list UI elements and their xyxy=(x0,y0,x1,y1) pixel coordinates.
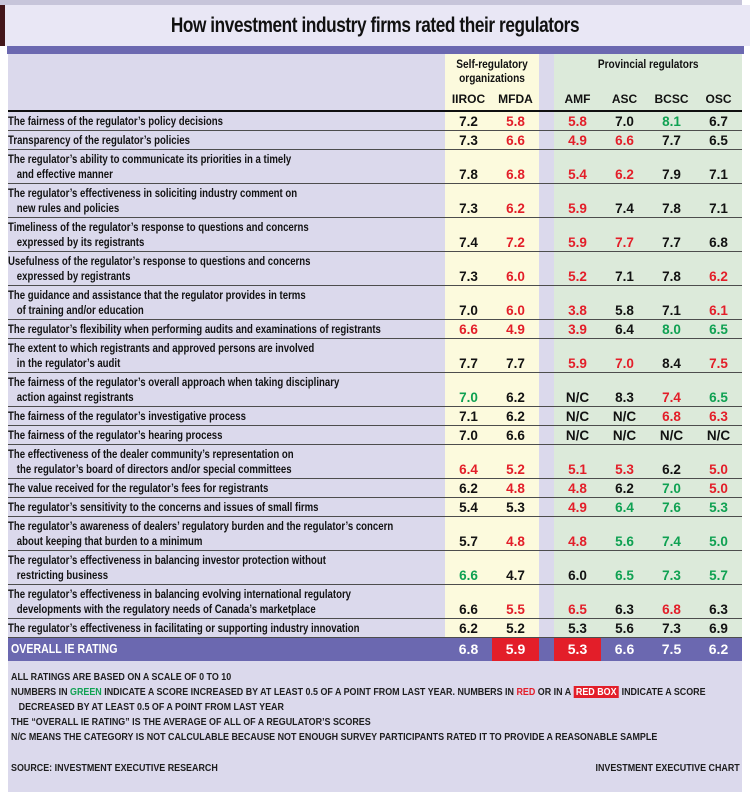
rating-cell: 6.2 xyxy=(615,481,634,496)
rating-cell: 4.8 xyxy=(506,534,525,549)
footnote-text: INDICATE A SCORE xyxy=(619,686,706,698)
row-label-line: The regulator’s effectiveness in soliciting industry comment on xyxy=(8,186,298,200)
table-row xyxy=(8,550,742,584)
rating-cell: 7.3 xyxy=(662,621,681,636)
rating-cell: N/C xyxy=(612,409,637,424)
overall-rating-label: OVERALL IE RATING xyxy=(11,642,118,656)
rating-cell: 6.1 xyxy=(709,303,728,318)
row-label xyxy=(8,500,445,515)
table-row xyxy=(8,285,742,319)
rating-cell: 3.8 xyxy=(568,303,587,318)
rating-cell: 4.9 xyxy=(568,133,587,148)
table-row xyxy=(8,149,742,183)
rating-cell: 4.8 xyxy=(506,481,525,496)
rating-cell: 5.8 xyxy=(568,114,587,129)
table-row xyxy=(8,618,742,637)
rating-cell: 7.1 xyxy=(459,409,478,424)
footnote xyxy=(11,670,632,685)
rating-cell: 7.0 xyxy=(615,356,634,371)
rating-cell: 6.3 xyxy=(709,409,728,424)
rating-cell: 5.3 xyxy=(506,500,525,515)
footnote xyxy=(11,685,706,700)
row-label-line: The regulator’s effectiveness in balancing investor protection without xyxy=(8,553,326,567)
rating-cell: 7.0 xyxy=(459,390,478,405)
rating-cell: 5.7 xyxy=(709,568,728,583)
row-label-line: new rules and policies xyxy=(16,201,120,215)
row-label-line: The regulator’s effectiveness in balancing evolving international regulatory xyxy=(8,587,352,601)
rating-cell: 7.7 xyxy=(662,235,681,250)
rating-cell: 6.5 xyxy=(709,133,728,148)
row-label-line: The extent to which registrants and approved persons are involved xyxy=(8,341,315,355)
rating-cell: 5.5 xyxy=(506,602,525,617)
row-label-line: in the regulator’s audit xyxy=(16,356,121,370)
column-header-osc: OSC xyxy=(705,92,732,106)
row-label-line: The value received for the regulator’s fees for registrants xyxy=(8,481,269,495)
overall-rating-row xyxy=(8,637,742,661)
rating-cell: 7.4 xyxy=(459,235,478,250)
row-label-line: restricting business xyxy=(16,568,109,582)
rating-cell: 7.8 xyxy=(459,167,478,182)
rating-cell: 4.8 xyxy=(568,534,587,549)
rating-cell: 7.8 xyxy=(662,269,681,284)
rating-cell: 6.3 xyxy=(615,602,634,617)
row-label-line: Usefulness of the regulator’s response to questions and concerns xyxy=(8,254,311,268)
rating-cell: 7.4 xyxy=(615,201,634,216)
rating-cell: 5.0 xyxy=(709,534,728,549)
overall-rating-cell: 6.6 xyxy=(614,641,635,657)
rating-cell: 5.0 xyxy=(709,481,728,496)
rating-cell: 6.6 xyxy=(506,133,525,148)
source-credit: SOURCE: INVESTMENT EXECUTIVE RESEARCH xyxy=(11,762,218,774)
rating-cell: 7.6 xyxy=(662,500,681,515)
row-label-line: and effective manner xyxy=(16,167,113,181)
rating-cell: 7.8 xyxy=(662,201,681,216)
row-label xyxy=(8,341,445,371)
row-label-line: Transparency of the regulator’s policies xyxy=(8,133,190,147)
row-label xyxy=(8,481,445,496)
rating-cell: 7.3 xyxy=(459,133,478,148)
overall-rating-cell: 6.8 xyxy=(458,641,479,657)
rating-cell: 5.8 xyxy=(506,114,525,129)
row-label-line: The fairness of the regulator’s overall approach when taking disciplinary xyxy=(8,375,340,389)
rating-cell: 5.0 xyxy=(709,462,728,477)
row-label xyxy=(8,553,445,583)
left-clip-mark xyxy=(0,5,5,46)
rating-cell: 6.2 xyxy=(459,621,478,636)
row-label-line: expressed by its registrants xyxy=(16,235,145,249)
row-label-header-spacer xyxy=(8,92,445,107)
rating-cell: 6.5 xyxy=(615,568,634,583)
group-header-provincial: Provincial regulators xyxy=(597,59,699,71)
rating-cell: 6.8 xyxy=(506,167,525,182)
rating-cell: 7.4 xyxy=(662,390,681,405)
footnote-red-label: RED xyxy=(516,686,536,698)
rating-cell: 6.8 xyxy=(662,602,681,617)
rating-cell: 4.9 xyxy=(568,500,587,515)
footnote-green-label: GREEN xyxy=(70,686,102,698)
table-row xyxy=(8,516,742,550)
rating-cell: 7.0 xyxy=(459,428,478,443)
rating-cell: 6.8 xyxy=(709,235,728,250)
row-label-line: The effectiveness of the dealer community’s representation on xyxy=(8,447,294,461)
column-header-amf: AMF xyxy=(564,92,591,106)
row-label-line: of training and/or education xyxy=(16,303,144,317)
rating-cell: 8.0 xyxy=(662,322,681,337)
footnote-red-box-label: RED BOX xyxy=(573,686,619,698)
rating-cell: 7.2 xyxy=(459,114,478,129)
rating-cell: 5.3 xyxy=(709,500,728,515)
rating-cell: 5.3 xyxy=(568,621,587,636)
footnote xyxy=(11,730,658,745)
rating-cell: 5.8 xyxy=(615,303,634,318)
rating-cell: 5.3 xyxy=(615,462,634,477)
source-row xyxy=(8,745,742,775)
rating-cell: 6.5 xyxy=(709,390,728,405)
rating-cell: 8.3 xyxy=(615,390,634,405)
chart-panel xyxy=(8,54,742,792)
rating-cell: 6.4 xyxy=(615,500,634,515)
row-label-line: The regulator’s ability to communicate its priorities in a timely xyxy=(8,152,292,166)
rating-cell: N/C xyxy=(612,428,637,443)
row-label xyxy=(8,428,445,443)
row-label xyxy=(8,587,445,617)
rating-cell: 6.3 xyxy=(709,602,728,617)
footnote-text: THE “OVERALL IE RATING” IS THE AVERAGE OF ALL OF A REGULATOR’S SCORES xyxy=(11,716,371,728)
column-group-header-row xyxy=(8,54,742,92)
table-row xyxy=(8,112,742,130)
row-label xyxy=(8,288,445,318)
row-label-line: action against registrants xyxy=(16,390,134,404)
footnotes xyxy=(8,661,742,745)
rating-cell: 4.8 xyxy=(568,481,587,496)
rating-cell: 8.4 xyxy=(662,356,681,371)
rating-cell: 6.0 xyxy=(568,568,587,583)
rating-cell: 6.0 xyxy=(506,303,525,318)
rating-cell: 7.1 xyxy=(709,167,728,182)
rating-cell: 6.2 xyxy=(709,269,728,284)
rating-cell: 7.0 xyxy=(662,481,681,496)
footnote-text: NUMBERS IN xyxy=(11,686,71,698)
rating-cell: 7.1 xyxy=(709,201,728,216)
footnote-text: N/C MEANS THE CATEGORY IS NOT CALCULABLE BECAUSE NOT ENOUGH SURVEY PARTICIPANTS RATED IT TO PROVIDE A REASONABLE SAMPLE xyxy=(11,731,658,743)
rating-cell: 6.7 xyxy=(709,114,728,129)
row-label-line: The guidance and assistance that the regulator provides in terms xyxy=(8,288,306,302)
rating-cell: N/C xyxy=(659,428,684,443)
column-gap xyxy=(539,638,554,661)
rating-cell: 6.4 xyxy=(459,462,478,477)
overall-rating-cell: 6.2 xyxy=(708,641,729,657)
row-label xyxy=(8,447,445,477)
rating-cell: 6.4 xyxy=(615,322,634,337)
rating-cell: 6.2 xyxy=(615,167,634,182)
page-title: How investment industry firms rated their regulators xyxy=(170,14,580,37)
table-row xyxy=(8,338,742,372)
column-gap xyxy=(539,92,554,107)
rating-cell: 7.0 xyxy=(615,114,634,129)
rating-cell: 4.7 xyxy=(506,568,525,583)
table-row xyxy=(8,130,742,149)
rating-cell: 6.6 xyxy=(459,602,478,617)
rating-cell: 7.2 xyxy=(506,235,525,250)
row-label xyxy=(8,186,445,216)
rating-cell: 6.2 xyxy=(506,390,525,405)
table-row xyxy=(8,217,742,251)
rating-cell: 7.5 xyxy=(709,356,728,371)
rating-cell: 6.5 xyxy=(709,322,728,337)
rating-cell: 5.9 xyxy=(568,356,587,371)
rating-cell: 7.7 xyxy=(506,356,525,371)
column-header-bcsc: BCSC xyxy=(654,92,689,106)
table-row xyxy=(8,372,742,406)
rating-cell: 7.7 xyxy=(662,133,681,148)
table-row xyxy=(8,319,742,338)
overall-rating-cell: 7.5 xyxy=(661,641,682,657)
chart-credit: INVESTMENT EXECUTIVE CHART xyxy=(595,762,740,774)
rating-cell: 8.1 xyxy=(662,114,681,129)
rating-cell: 3.9 xyxy=(568,322,587,337)
footnote-text: DECREASED BY AT LEAST 0.5 OF A POINT FROM LAST YEAR xyxy=(18,701,284,713)
rating-cell: 5.7 xyxy=(459,534,478,549)
rating-cell: 6.6 xyxy=(506,428,525,443)
row-label xyxy=(8,621,445,636)
rating-cell: 7.7 xyxy=(459,356,478,371)
rating-cell: N/C xyxy=(565,428,590,443)
rating-cell: 6.2 xyxy=(506,201,525,216)
rating-cell: 6.0 xyxy=(506,269,525,284)
rating-cell: N/C xyxy=(565,409,590,424)
row-label-line: The fairness of the regulator’s hearing process xyxy=(8,428,223,442)
rating-cell: 6.6 xyxy=(615,133,634,148)
row-label xyxy=(8,322,445,337)
overall-rating-cell: 5.3 xyxy=(554,638,601,661)
overall-rating-cell: 5.9 xyxy=(492,638,539,661)
rating-cell: 5.1 xyxy=(568,462,587,477)
row-label-line: The regulator’s awareness of dealers’ regulatory burden and the regulator’s concern xyxy=(8,519,394,533)
rating-cell: 5.4 xyxy=(568,167,587,182)
purple-divider-bar xyxy=(7,46,744,54)
row-label xyxy=(8,254,445,284)
table-row xyxy=(8,584,742,618)
rating-cell: N/C xyxy=(706,428,731,443)
row-label xyxy=(8,114,445,129)
rating-cell: 7.1 xyxy=(662,303,681,318)
table-body xyxy=(8,112,742,637)
rating-cell: 6.6 xyxy=(459,568,478,583)
rating-cell: 6.2 xyxy=(662,462,681,477)
row-label xyxy=(8,519,445,549)
row-label-line: The regulator’s sensitivity to the concerns and issues of small firms xyxy=(8,500,319,514)
row-label-line: the regulator’s board of directors and/or special committees xyxy=(16,462,292,476)
rating-cell: 5.9 xyxy=(568,235,587,250)
row-label-line: developments with the regulatory needs of Canada’s marketplace xyxy=(16,602,316,616)
row-label-line: The fairness of the regulator’s policy decisions xyxy=(8,114,223,128)
rating-cell: 7.1 xyxy=(615,269,634,284)
row-label-line: Timeliness of the regulator’s response to questions and concerns xyxy=(8,220,309,234)
rating-cell: 6.2 xyxy=(506,409,525,424)
table-row xyxy=(8,444,742,478)
footnote-text: OR IN A xyxy=(535,686,574,698)
rating-cell: 6.8 xyxy=(662,409,681,424)
column-header-mfda: MFDA xyxy=(498,92,533,106)
row-label xyxy=(8,409,445,424)
rating-cell: 6.9 xyxy=(709,621,728,636)
table-row xyxy=(8,183,742,217)
rating-cell: 6.2 xyxy=(459,481,478,496)
row-label-line: The regulator’s effectiveness in facilitating or supporting industry innovation xyxy=(8,621,360,635)
rating-cell: 6.5 xyxy=(568,602,587,617)
column-header-iiroc: IIROC xyxy=(451,92,486,106)
table-row xyxy=(8,406,742,425)
rating-cell: 5.6 xyxy=(615,621,634,636)
rating-cell: 5.6 xyxy=(615,534,634,549)
rating-cell: 5.4 xyxy=(459,500,478,515)
row-label-line: The regulator’s flexibility when performing audits and examinations of registrants xyxy=(8,322,381,336)
rating-cell: N/C xyxy=(565,390,590,405)
rating-cell: 7.3 xyxy=(459,269,478,284)
rating-cell: 5.9 xyxy=(568,201,587,216)
rating-cell: 5.2 xyxy=(506,621,525,636)
row-label xyxy=(8,133,445,148)
rating-cell: 7.9 xyxy=(662,167,681,182)
table-row xyxy=(8,478,742,497)
title-bar xyxy=(0,5,750,46)
column-header-row xyxy=(8,92,742,112)
row-label xyxy=(8,152,445,182)
footnote-text: INDICATE A SCORE INCREASED BY AT LEAST 0.5 OF A POINT FROM LAST YEAR. NUMBERS IN xyxy=(101,686,517,698)
rating-cell: 4.9 xyxy=(506,322,525,337)
rating-cell: 5.2 xyxy=(568,269,587,284)
table-row xyxy=(8,425,742,444)
footnote xyxy=(11,700,632,715)
rating-cell: 7.7 xyxy=(615,235,634,250)
row-label-line: The fairness of the regulator’s investigative process xyxy=(8,409,246,423)
rating-cell: 7.3 xyxy=(459,201,478,216)
row-label-line: expressed by registrants xyxy=(16,269,131,283)
row-label-line: about keeping that burden to a minimum xyxy=(16,534,203,548)
table-row xyxy=(8,497,742,516)
footnote-text: ALL RATINGS ARE BASED ON A SCALE OF 0 TO 10 xyxy=(11,671,232,683)
rating-cell: 6.6 xyxy=(459,322,478,337)
rating-cell: 7.4 xyxy=(662,534,681,549)
ratings-table xyxy=(8,54,742,661)
rating-cell: 7.0 xyxy=(459,303,478,318)
column-header-asc: ASC xyxy=(611,92,638,106)
table-row xyxy=(8,251,742,285)
row-label xyxy=(8,220,445,250)
rating-cell: 7.3 xyxy=(662,568,681,583)
row-label xyxy=(8,375,445,405)
rating-cell: 5.2 xyxy=(506,462,525,477)
footnote xyxy=(11,715,632,730)
group-header-self-regulatory: Self-regulatory organizations xyxy=(456,59,528,85)
